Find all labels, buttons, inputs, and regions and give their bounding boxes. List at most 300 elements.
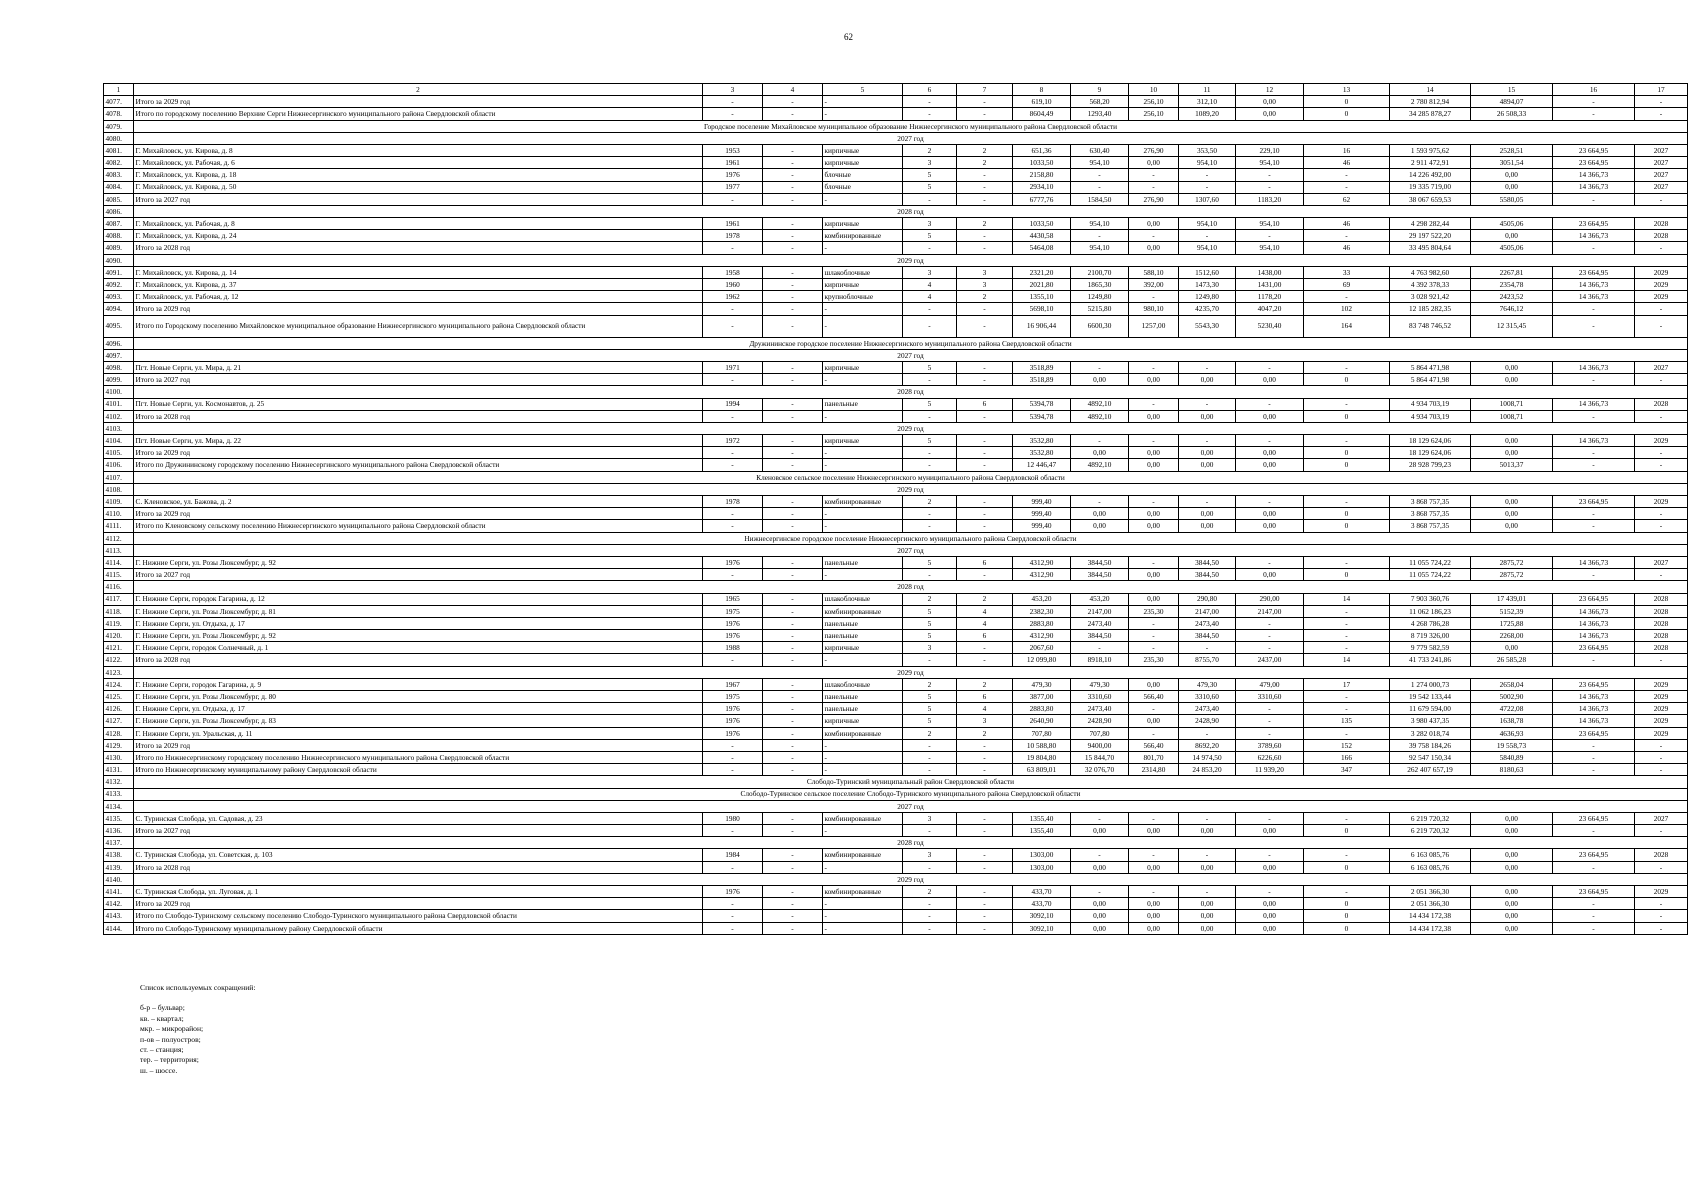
table-cell: 2029 [1635, 727, 1688, 739]
table-cell: - [1553, 520, 1635, 532]
wall-material-cell: кирпичные [823, 144, 903, 156]
abbreviation-item: тер. – территория; [140, 1055, 199, 1065]
section-heading: 2029 год [134, 422, 1688, 434]
address-cell: Г. Нижние Серги, городок Гагарина, д. 12 [134, 593, 703, 605]
table-cell: 290,00 [1236, 593, 1304, 605]
table-cell: 0,00 [1471, 508, 1553, 520]
address-cell: Итого по городскому поселению Верхние Серги Нижнесергинского муниципального района Свердловской области [134, 108, 703, 120]
table-cell: 1178,20 [1236, 291, 1304, 303]
table-cell: 1976 [703, 703, 763, 715]
table-cell: 2028 [1635, 849, 1688, 861]
table-header-row [104, 84, 1688, 96]
address-cell: Итого за 2027 год [134, 825, 703, 837]
table-cell: 2028 [1635, 617, 1688, 629]
table-cell: - [1129, 886, 1179, 898]
table-cell: 14 366,73 [1553, 398, 1635, 410]
row-number: 4089. [104, 242, 134, 254]
table-section-row [104, 132, 1688, 144]
table-cell: 0,00 [1129, 157, 1179, 169]
row-number: 4108. [104, 483, 134, 495]
table-cell: 3844,50 [1179, 630, 1236, 642]
table-cell: - [1129, 291, 1179, 303]
table-cell: - [1179, 169, 1236, 181]
table-cell: 801,70 [1129, 751, 1179, 763]
table-cell: 0,00 [1236, 825, 1304, 837]
table-cell: 166 [1304, 751, 1390, 763]
table-cell: - [763, 157, 823, 169]
wall-material-cell: шлакоблочные [823, 593, 903, 605]
table-cell: 23 664,95 [1553, 678, 1635, 690]
table-cell: - [703, 898, 763, 910]
row-number: 4092. [104, 279, 134, 291]
table-cell: 2437,00 [1236, 654, 1304, 666]
table-cell: - [957, 849, 1013, 861]
table-cell: - [703, 96, 763, 108]
table-cell: 9 779 582,59 [1390, 642, 1471, 654]
table-cell: 0,00 [1129, 569, 1179, 581]
table-cell: 999,40 [1013, 520, 1071, 532]
table-cell: 0,00 [1179, 447, 1236, 459]
table-cell: - [903, 459, 957, 471]
table-cell: 6 [957, 691, 1013, 703]
table-cell: - [1304, 703, 1390, 715]
table-cell: - [703, 459, 763, 471]
table-cell: 1307,60 [1179, 193, 1236, 205]
table-cell: - [763, 569, 823, 581]
table-cell: - [1635, 910, 1688, 922]
table-cell: 7 903 360,76 [1390, 593, 1471, 605]
table-cell: - [763, 630, 823, 642]
table-cell: - [957, 315, 1013, 337]
table-cell: - [903, 910, 957, 922]
table-cell: - [703, 764, 763, 776]
table-cell: 2021,80 [1013, 279, 1071, 291]
table-cell: 2 [903, 144, 957, 156]
table-cell: - [1179, 812, 1236, 824]
table-row [104, 447, 1688, 459]
table-cell: - [957, 922, 1013, 934]
table-cell: - [957, 108, 1013, 120]
table-cell: 6 [957, 630, 1013, 642]
column-header: 1 [104, 84, 134, 96]
row-number: 4095. [104, 315, 134, 337]
table-cell: - [1553, 922, 1635, 934]
wall-material-cell: - [823, 303, 903, 315]
table-cell: 5 [903, 617, 957, 629]
abbreviation-item: б-р – бульвар; [140, 1003, 185, 1013]
table-cell: - [903, 520, 957, 532]
wall-material-cell: - [823, 739, 903, 751]
address-cell: Пгт. Новые Серги, ул. Мира, д. 22 [134, 435, 703, 447]
table-cell: - [763, 691, 823, 703]
table-row [104, 374, 1688, 386]
table-cell: 1960 [703, 279, 763, 291]
table-cell: 41 733 241,86 [1390, 654, 1471, 666]
abbreviation-item: кв. – квартал; [140, 1013, 184, 1023]
section-heading: 2027 год [134, 544, 1688, 556]
table-cell: 28 928 799,23 [1390, 459, 1471, 471]
row-number: 4096. [104, 337, 134, 349]
table-cell: 5 [903, 361, 957, 373]
table-cell: 2528,51 [1471, 144, 1553, 156]
table-cell: 1249,80 [1179, 291, 1236, 303]
table-cell: - [763, 508, 823, 520]
table-cell: 14 366,73 [1553, 715, 1635, 727]
table-cell: - [903, 654, 957, 666]
table-cell: 4430,58 [1013, 230, 1071, 242]
address-cell: Пгт. Новые Серги, ул. Космонавтов, д. 25 [134, 398, 703, 410]
address-cell: Итого за 2028 год [134, 654, 703, 666]
table-cell: 2 [957, 144, 1013, 156]
table-cell: - [1553, 303, 1635, 315]
table-cell: 0,00 [1471, 374, 1553, 386]
table-cell: 8692,20 [1179, 739, 1236, 751]
table-cell: 2027 [1635, 812, 1688, 824]
table-cell: 433,70 [1013, 898, 1071, 910]
table-cell: 2321,20 [1013, 266, 1071, 278]
table-cell: 1725,88 [1471, 617, 1553, 629]
table-cell: 23 664,95 [1553, 727, 1635, 739]
table-cell: 14 366,73 [1553, 181, 1635, 193]
table-cell: 12 099,80 [1013, 654, 1071, 666]
column-header: 7 [957, 84, 1013, 96]
row-number: 4142. [104, 898, 134, 910]
address-cell: Итого за 2027 год [134, 374, 703, 386]
table-cell: 3789,60 [1236, 739, 1304, 751]
wall-material-cell: комбинированные [823, 886, 903, 898]
table-cell: - [957, 496, 1013, 508]
table-cell: 0,00 [1179, 910, 1236, 922]
table-cell: - [1179, 230, 1236, 242]
column-header: 11 [1179, 84, 1236, 96]
table-cell: 0,00 [1179, 459, 1236, 471]
table-cell: 0,00 [1471, 886, 1553, 898]
table-cell: 3310,60 [1236, 691, 1304, 703]
address-cell: Итого по Дружининскому городскому поселению Нижнесергинского муниципального района Свердловской области [134, 459, 703, 471]
table-cell: 1183,20 [1236, 193, 1304, 205]
table-cell: 1962 [703, 291, 763, 303]
table-cell: - [763, 144, 823, 156]
table-cell: 0,00 [1236, 569, 1304, 581]
table-cell: - [903, 242, 957, 254]
table-cell: 2 051 366,30 [1390, 886, 1471, 898]
table-cell: 999,40 [1013, 496, 1071, 508]
table-cell: 0,00 [1471, 435, 1553, 447]
table-cell: 23 664,95 [1553, 266, 1635, 278]
abbreviations-list [140, 983, 255, 1076]
address-cell: Итого за 2027 год [134, 569, 703, 581]
table-cell: - [903, 303, 957, 315]
table-cell: 0,00 [1471, 910, 1553, 922]
table-cell: 2100,70 [1071, 266, 1129, 278]
column-header: 2 [134, 84, 703, 96]
table-row [104, 678, 1688, 690]
table-cell: 2029 [1635, 435, 1688, 447]
table-row [104, 861, 1688, 873]
table-cell: 92 547 150,34 [1390, 751, 1471, 763]
table-cell: - [703, 242, 763, 254]
table-cell: 0 [1304, 410, 1390, 422]
table-cell: 62 [1304, 193, 1390, 205]
row-number: 4078. [104, 108, 134, 120]
wall-material-cell: кирпичные [823, 157, 903, 169]
table-cell: - [763, 459, 823, 471]
table-cell: - [763, 266, 823, 278]
table-cell: 16 906,44 [1013, 315, 1071, 337]
wall-material-cell: - [823, 374, 903, 386]
table-cell: - [1236, 642, 1304, 654]
table-cell: 0,00 [1236, 922, 1304, 934]
table-cell: 39 758 184,26 [1390, 739, 1471, 751]
table-row [104, 764, 1688, 776]
table-cell: 5 [903, 181, 957, 193]
table-cell: 1978 [703, 230, 763, 242]
table-cell: 18 129 624,06 [1390, 447, 1471, 459]
row-number: 4113. [104, 544, 134, 556]
table-cell: - [1635, 374, 1688, 386]
table-cell: 23 664,95 [1553, 496, 1635, 508]
table-cell: 1994 [703, 398, 763, 410]
wall-material-cell: - [823, 447, 903, 459]
table-cell: 4312,90 [1013, 630, 1071, 642]
table-row [104, 739, 1688, 751]
table-cell: - [1635, 739, 1688, 751]
row-number: 4083. [104, 169, 134, 181]
table-cell: 276,90 [1129, 144, 1179, 156]
wall-material-cell: кирпичные [823, 715, 903, 727]
table-cell: 229,10 [1236, 144, 1304, 156]
table-cell: 4235,70 [1179, 303, 1236, 315]
table-cell: 3844,50 [1179, 569, 1236, 581]
column-header: 3 [703, 84, 763, 96]
table-cell: 5 [903, 435, 957, 447]
table-cell: 4892,10 [1071, 459, 1129, 471]
wall-material-cell: комбинированные [823, 812, 903, 824]
table-cell: 1967 [703, 678, 763, 690]
table-cell: 3877,00 [1013, 691, 1071, 703]
row-number: 4088. [104, 230, 134, 242]
table-cell: 5840,89 [1471, 751, 1553, 763]
table-cell: 0,00 [1471, 169, 1553, 181]
wall-material-cell: панельные [823, 617, 903, 629]
table-cell: - [1071, 230, 1129, 242]
table-cell: 83 748 746,52 [1390, 315, 1471, 337]
table-cell: - [1553, 193, 1635, 205]
table-cell: 1976 [703, 556, 763, 568]
table-cell: 2875,72 [1471, 556, 1553, 568]
table-cell: 102 [1304, 303, 1390, 315]
table-row [104, 315, 1688, 337]
table-cell: 1438,00 [1236, 266, 1304, 278]
table-cell: 0,00 [1471, 361, 1553, 373]
table-cell: 23 664,95 [1553, 157, 1635, 169]
table-cell: - [763, 739, 823, 751]
row-number: 4121. [104, 642, 134, 654]
table-cell: 999,40 [1013, 508, 1071, 520]
wall-material-cell: кирпичные [823, 279, 903, 291]
table-cell: 5 [903, 605, 957, 617]
table-cell: - [1129, 849, 1179, 861]
table-cell: - [763, 291, 823, 303]
table-cell: 23 664,95 [1553, 144, 1635, 156]
table-cell: 2147,00 [1179, 605, 1236, 617]
table-cell: 11 055 724,22 [1390, 556, 1471, 568]
table-cell: 0,00 [1179, 861, 1236, 873]
table-cell: 14 366,73 [1553, 230, 1635, 242]
table-row [104, 556, 1688, 568]
table-cell: - [703, 374, 763, 386]
address-cell: Г. Нижние Серги, ул. Уральская, д. 11 [134, 727, 703, 739]
table-cell: - [957, 898, 1013, 910]
table-cell: - [1553, 96, 1635, 108]
address-cell: Итого по Кленовскому сельскому поселению Нижнесергинского муниципального района Свердловской области [134, 520, 703, 532]
table-cell: 6 [957, 556, 1013, 568]
table-cell: 1 593 975,62 [1390, 144, 1471, 156]
table-cell: - [957, 435, 1013, 447]
abbreviation-item: п-ов – полуостров; [140, 1034, 201, 1044]
table-cell: - [903, 508, 957, 520]
table-cell: 0,00 [1236, 410, 1304, 422]
row-number: 4093. [104, 291, 134, 303]
table-cell: 566,40 [1129, 739, 1179, 751]
table-cell: 46 [1304, 242, 1390, 254]
row-number: 4085. [104, 193, 134, 205]
table-cell: 954,10 [1179, 157, 1236, 169]
table-cell: 5002,90 [1471, 691, 1553, 703]
table-cell: 5013,37 [1471, 459, 1553, 471]
table-cell: 1976 [703, 715, 763, 727]
column-header: 13 [1304, 84, 1390, 96]
table-cell: 707,80 [1013, 727, 1071, 739]
address-cell: Г. Нижние Серги, ул. Отдыха, д. 17 [134, 617, 703, 629]
table-cell: 4 934 703,19 [1390, 410, 1471, 422]
table-cell: - [1553, 410, 1635, 422]
table-cell: 262 407 657,19 [1390, 764, 1471, 776]
table-cell: - [957, 410, 1013, 422]
table-cell: - [1304, 617, 1390, 629]
table-cell: - [703, 861, 763, 873]
table-row [104, 520, 1688, 532]
address-cell: Пгт. Новые Серги, ул. Мира, д. 21 [134, 361, 703, 373]
table-cell: 4047,20 [1236, 303, 1304, 315]
abbreviations-items [140, 1003, 255, 1076]
table-cell: 0 [1304, 374, 1390, 386]
table-cell: - [1071, 435, 1129, 447]
wall-material-cell: - [823, 108, 903, 120]
table-cell: - [1635, 898, 1688, 910]
table-cell: 0,00 [1129, 825, 1179, 837]
table-cell: 6 219 720,32 [1390, 825, 1471, 837]
address-cell: Г. Михайловск, ул. Кирова, д. 14 [134, 266, 703, 278]
address-cell: Г. Нижние Серги, городок Гагарина, д. 9 [134, 678, 703, 690]
wall-material-cell: комбинированные [823, 496, 903, 508]
table-row [104, 398, 1688, 410]
address-cell: Г. Михайловск, ул. Рабочая, д. 8 [134, 218, 703, 230]
table-cell: - [903, 108, 957, 120]
table-cell: 2027 [1635, 361, 1688, 373]
table-cell: 5 [903, 556, 957, 568]
table-cell: 353,50 [1179, 144, 1236, 156]
table-section-row [104, 205, 1688, 217]
row-number: 4129. [104, 739, 134, 751]
table-cell: - [957, 374, 1013, 386]
section-heading: Нижнесергинское городское поселение Нижнесергинского муниципального района Свердловской области [134, 532, 1688, 544]
table-row [104, 361, 1688, 373]
table-cell: 0,00 [1471, 230, 1553, 242]
wall-material-cell: панельные [823, 703, 903, 715]
table-cell: - [1553, 569, 1635, 581]
table-cell: - [763, 181, 823, 193]
table-cell: 954,10 [1179, 218, 1236, 230]
table-cell: 0,00 [1471, 922, 1553, 934]
table-cell: - [1635, 825, 1688, 837]
table-cell: 1980 [703, 812, 763, 824]
table-cell: - [1553, 508, 1635, 520]
table-cell: 4312,90 [1013, 556, 1071, 568]
table-cell: - [903, 447, 957, 459]
table-cell: 1089,20 [1179, 108, 1236, 120]
row-number: 4101. [104, 398, 134, 410]
table-cell: 14 366,73 [1553, 169, 1635, 181]
table-cell: - [763, 922, 823, 934]
table-cell: 14 366,73 [1553, 630, 1635, 642]
table-row [104, 218, 1688, 230]
table-row [104, 569, 1688, 581]
table-cell: 2 [903, 727, 957, 739]
table-cell: - [763, 654, 823, 666]
table-cell: 1965 [703, 593, 763, 605]
table-cell: 14 974,50 [1179, 751, 1236, 763]
table-row [104, 886, 1688, 898]
table-cell: 2473,40 [1179, 617, 1236, 629]
table-cell: 4 [957, 605, 1013, 617]
row-number: 4077. [104, 96, 134, 108]
table-cell: - [1635, 242, 1688, 254]
column-header: 4 [763, 84, 823, 96]
row-number: 4079. [104, 120, 134, 132]
row-number: 4084. [104, 181, 134, 193]
address-cell: Г. Михайловск, ул. Кирова, д. 37 [134, 279, 703, 291]
table-cell: - [957, 447, 1013, 459]
table-cell: - [1635, 108, 1688, 120]
table-cell: - [1635, 569, 1688, 581]
table-cell: - [1553, 654, 1635, 666]
table-cell: 1008,71 [1471, 410, 1553, 422]
table-cell: 152 [1304, 739, 1390, 751]
table-cell: 2 [903, 496, 957, 508]
table-cell: 2147,00 [1236, 605, 1304, 617]
table-cell: 4 934 703,19 [1390, 398, 1471, 410]
table-cell: 2029 [1635, 279, 1688, 291]
table-cell: 23 664,95 [1553, 642, 1635, 654]
table-section-row [104, 349, 1688, 361]
table-cell: 4 763 982,60 [1390, 266, 1471, 278]
table-cell: 4892,10 [1071, 398, 1129, 410]
table-cell: - [957, 230, 1013, 242]
table-cell: 1977 [703, 181, 763, 193]
table-cell: 0,00 [1471, 520, 1553, 532]
table-cell: 0,00 [1236, 910, 1304, 922]
table-row [104, 435, 1688, 447]
table-cell: 2 [957, 593, 1013, 605]
table-cell: - [703, 303, 763, 315]
table-cell: 2028 [1635, 230, 1688, 242]
table-row [104, 654, 1688, 666]
table-cell: - [1304, 727, 1390, 739]
table-cell: 14 [1304, 593, 1390, 605]
table-cell: 479,00 [1236, 678, 1304, 690]
table-cell: 15 844,70 [1071, 751, 1129, 763]
